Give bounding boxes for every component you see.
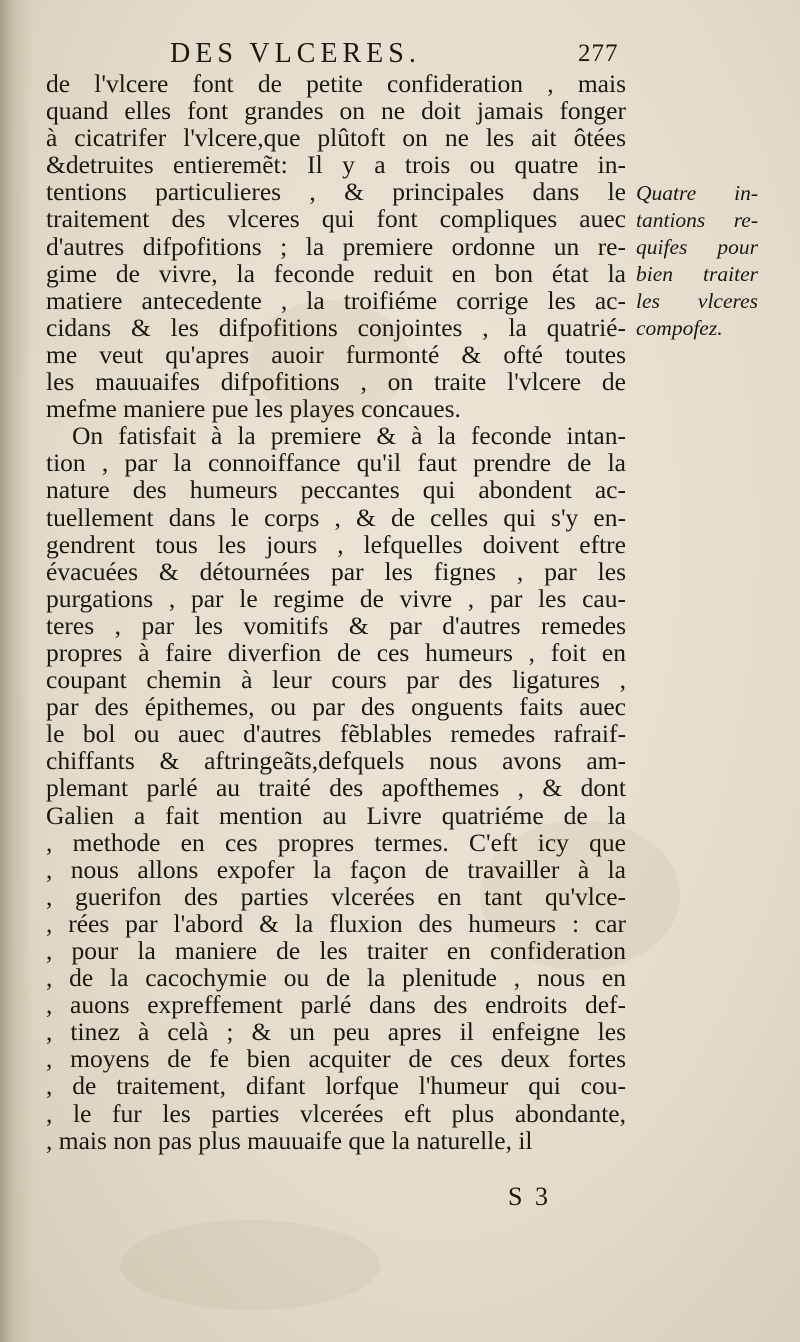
- text-line: On fatisfait à la premiere & à la feconde intan-: [72, 421, 626, 451]
- text-line: , tinez à celà ; & un peu apres il enfeigne les: [46, 1017, 626, 1047]
- text-line: tentions particulieres , & principales dans le: [46, 177, 626, 207]
- text-line: &detruites entieremẽt: Il y a trois ou quatre in-: [46, 150, 626, 180]
- text-line: , nous allons expofer la façon de travailler à la: [46, 854, 626, 884]
- page-number: 277: [578, 40, 619, 67]
- text-line: évacuées & détournées par les fignes , par les: [46, 556, 626, 586]
- text-line: , methode en ces propres termes. C'eft icy que: [46, 827, 626, 857]
- text-line: quand elles font grandes on ne doit jamais fonger: [46, 96, 626, 126]
- text-line: coupant chemin à leur cours par des ligatures ,: [46, 665, 626, 695]
- text-line: mefme maniere pue les playes concaues.: [46, 394, 461, 424]
- text-line: teres , par les vomitifs & par d'autres remedes: [46, 610, 626, 640]
- text-line: , de la cacochymie ou de la plenitude , nous en: [46, 963, 626, 993]
- running-title: DES VLCERES.: [170, 38, 421, 69]
- text-line: Galien a fait mention au Livre quatriéme de la: [46, 800, 626, 830]
- text-line: , guerifon des parties vlcerées en tant qu'vlce-: [46, 881, 626, 911]
- text-line: le bol ou auec d'autres fẽblables remedes rafraif-: [46, 719, 626, 749]
- paper-stain: [120, 1220, 380, 1310]
- page-gutter-shadow: [0, 0, 34, 1342]
- main-text-block: [46, 70, 626, 1154]
- text-line: , de traitement, difant lorfque l'humeur qui cou-: [46, 1071, 626, 1101]
- text-line: , pour la maniere de les traiter en confideration: [46, 936, 626, 965]
- text-line: , moyens de fe bien acquiter de ces deux fortes: [46, 1044, 626, 1074]
- signature-mark: S 3: [508, 1182, 551, 1211]
- margin-note-line: les vlceres: [636, 289, 758, 314]
- margin-note-line: compofez.: [636, 316, 723, 341]
- text-line: propres à faire diverfion de ces humeurs , foit en: [46, 637, 626, 667]
- text-line: purgations , par le regime de vivre , par les cau-: [46, 583, 626, 613]
- text-line: par des épithemes, ou par des onguents faits auec: [46, 692, 626, 722]
- text-line: matiere antecedente , la troifiéme corrige les ac-: [46, 285, 626, 315]
- text-line: à cicatrifer l'vlcere,que plûtoft on ne les ait ôtées: [46, 123, 626, 153]
- margin-note-line: Quatre in-: [636, 181, 758, 205]
- text-line: , rées par l'abord & la fluxion des humeurs : car: [46, 908, 626, 938]
- text-line: , auons expreffement parlé dans des endroits def-: [46, 990, 626, 1020]
- margin-note-line: tantions re-: [636, 208, 758, 233]
- margin-note-line: quifes pour: [636, 235, 758, 260]
- text-line: traitement des vlceres qui font compliques auec: [46, 204, 626, 234]
- text-line: , le fur les parties vlcerées eft plus abondante,: [46, 1098, 626, 1128]
- text-line: nature des humeurs peccantes qui abondent ac-: [46, 475, 626, 505]
- text-line: de l'vlcere font de petite confideration , mais: [46, 69, 626, 98]
- text-line: plemant parlé au traité des apofthemes , & dont: [46, 773, 626, 803]
- text-line: chiffants & aftringeãts,defquels nous avons am-: [46, 746, 626, 776]
- text-line: me veut qu'apres auoir furmonté & ofté toutes: [46, 339, 626, 369]
- text-line: d'autres difpofitions ; la premiere ordonne un re-: [46, 231, 626, 261]
- margin-note: [636, 180, 758, 343]
- text-line: tion , par la connoiffance qu'il faut prendre de la: [46, 448, 626, 478]
- text-line: tuellement dans le corps , & de celles qui s'y en-: [46, 502, 626, 532]
- text-line: , mais non pas plus mauuaife que la naturelle, il: [46, 1125, 533, 1155]
- margin-note-line: bien traiter: [636, 262, 758, 287]
- text-line: gime de vivre, la feconde reduit en bon état la: [46, 258, 626, 288]
- text-line: cidans & les difpofitions conjointes , la quatrié-: [46, 312, 626, 342]
- text-line: gendrent tous les jours , lefquelles doivent eftre: [46, 529, 626, 559]
- text-line: les mauuaifes difpofitions , on traite l'vlcere de: [46, 367, 626, 397]
